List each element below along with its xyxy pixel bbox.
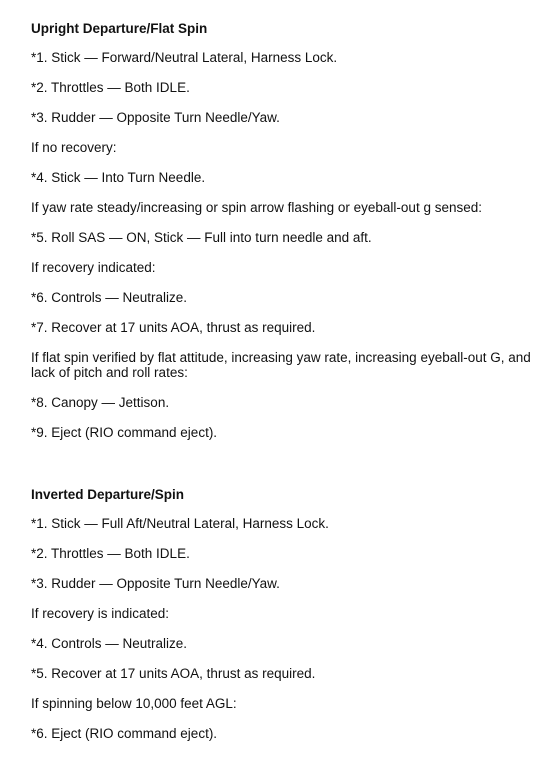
procedure-step: *9. Eject (RIO command eject).	[31, 425, 218, 440]
procedure-step: *1. Stick — Forward/Neutral Lateral, Harness Lock.	[31, 50, 338, 65]
procedure-condition: If yaw rate steady/increasing or spin arrow flashing or eyeball-out g sensed:	[31, 200, 482, 215]
procedure-step: *2. Throttles — Both IDLE.	[31, 80, 190, 95]
procedure-step: *3. Rudder — Opposite Turn Needle/Yaw.	[31, 576, 280, 591]
procedure-step: *6. Controls — Neutralize.	[31, 290, 188, 305]
section-inverted-departure	[31, 486, 555, 741]
section-title: Upright Departure/Flat Spin	[31, 21, 208, 36]
procedure-step: *4. Stick — Into Turn Needle.	[31, 170, 206, 185]
procedure-step: *6. Eject (RIO command eject).	[31, 726, 218, 741]
procedure-step: *5. Recover at 17 units AOA, thrust as required.	[31, 666, 316, 681]
procedure-step: *8. Canopy — Jettison.	[31, 395, 170, 410]
section-title: Inverted Departure/Spin	[31, 487, 185, 502]
procedure-step: *2. Throttles — Both IDLE.	[31, 546, 190, 561]
procedure-step: *3. Rudder — Opposite Turn Needle/Yaw.	[31, 110, 280, 125]
procedure-condition: If spinning below 10,000 feet AGL:	[31, 696, 237, 711]
procedure-step: *7. Recover at 17 units AOA, thrust as required.	[31, 320, 316, 335]
procedure-condition: If no recovery:	[31, 140, 117, 155]
procedure-condition: If recovery indicated:	[31, 260, 156, 275]
procedure-condition: If recovery is indicated:	[31, 606, 170, 621]
procedure-step: *5. Roll SAS — ON, Stick — Full into turn needle and aft.	[31, 230, 372, 245]
section-divider	[31, 455, 555, 486]
section-upright-departure	[31, 20, 555, 440]
procedure-step: *4. Controls — Neutralize.	[31, 636, 188, 651]
procedure-step: *1. Stick — Full Aft/Neutral Lateral, Harness Lock.	[31, 516, 329, 531]
procedure-condition: If flat spin verified by flat attitude, increasing yaw rate, increasing eyeball-out G, and lack of pitch and roll rates:	[31, 350, 531, 380]
